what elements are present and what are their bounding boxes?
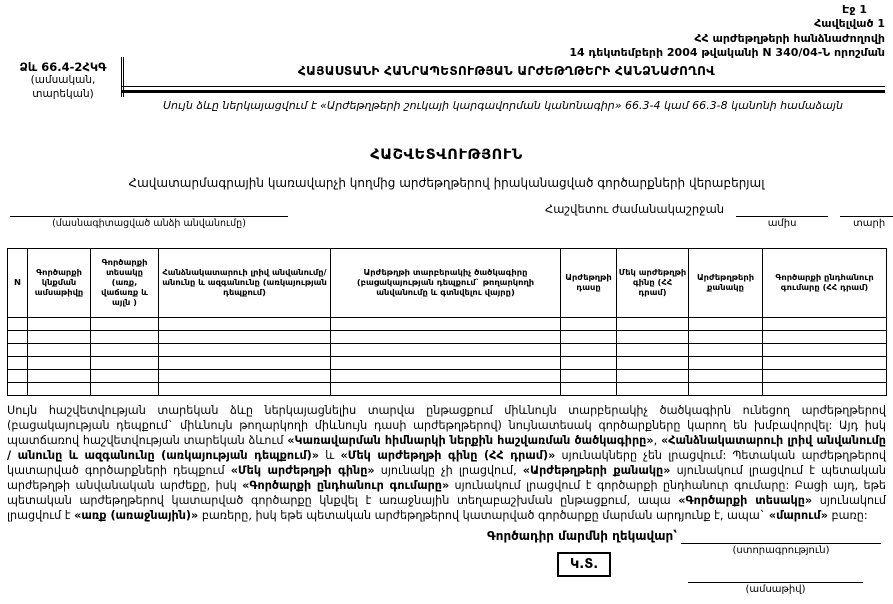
notes-text: սյունակում լրացվում է <box>7 494 886 522</box>
notes-quoted-term: «Գործարքի տեսակը» <box>678 494 813 507</box>
table-empty-cell <box>763 370 887 383</box>
table-empty-cell <box>331 318 561 331</box>
table-empty-cell <box>8 370 28 383</box>
table-empty-cell <box>617 370 689 383</box>
table-empty-cell <box>8 331 28 344</box>
table-empty-cell <box>28 357 91 370</box>
table-empty-cell <box>331 344 561 357</box>
col-header-number: N <box>8 249 28 318</box>
notes-text: սյունակը չի լրացվում, <box>374 464 523 477</box>
table-empty-cell <box>28 370 91 383</box>
table-empty-cell <box>91 357 159 370</box>
table-empty-cell <box>617 357 689 370</box>
notes-quoted-term: «Մեկ արժեթղթի գինը» <box>230 464 375 477</box>
appendix-authority: ՀՀ արժեթղթերի հանձնաժողովի <box>694 31 885 45</box>
table-empty-cell <box>331 383 561 396</box>
notes-text: սյունակում լրացվում է պետական արժեթղթի անվանական արժեքը, իսկ <box>7 464 886 492</box>
col-header-transaction-date: Գործարքի կնքման ամսաթիվը <box>28 249 91 318</box>
table-empty-cell <box>91 383 159 396</box>
notes-text: Սույն հաշվետվության տարեկան ձևը ներկայացնելիս տարվա ընթացքում միևնույն տարբերակիչ ծածկագիրն ունեցող արժեթղթերով (բացակայության դեպքում` միևնույն թողարկողի միևնույն դասի արժեթղթերով) նույնատեսակ գործարքները կարող են խմբավորվել: Այդ իսկ պատճառով հաշվետվության տարեկան ձևում <box>7 404 886 447</box>
col-header-counterparty-name: Հանձնակատարուի լրիվ անվանումը/ անունը և ազգանունը (առկայության դեպքում) <box>159 249 331 318</box>
notes-quoted-term: «Գործարքի ընդհանուր գումարը» <box>242 479 450 492</box>
date-caption: (ամսաթիվ) <box>745 584 806 595</box>
table-row <box>8 357 887 370</box>
notes-quoted-term: «առք (առաջնային)» <box>74 509 199 522</box>
table-empty-cell <box>689 383 763 396</box>
notes-text: սյունակները չեն լրացվում: Պետական արժեթղթերով կատարված գործարքների դեպքում <box>7 449 886 477</box>
notes-paragraph <box>7 403 886 523</box>
table-empty-cell <box>91 370 159 383</box>
table-empty-cell <box>617 344 689 357</box>
commission-title: ՀԱՅԱՍՏԱՆԻ ՀԱՆՐԱՊԵՏՈՒԹՅԱՆ ԱՐԺԵԹՂԹԵՐԻ ՀԱՆՁՆԱԺՈՂՈՎ <box>297 64 716 78</box>
table-empty-cell <box>689 344 763 357</box>
table-empty-cell <box>561 331 617 344</box>
date-blank-line <box>688 566 863 583</box>
transactions-table-body <box>8 318 887 396</box>
table-empty-cell <box>159 383 331 396</box>
transactions-table <box>7 248 887 396</box>
table-empty-cell <box>8 357 28 370</box>
form-code-block <box>6 60 120 101</box>
table-empty-cell <box>763 331 887 344</box>
table-empty-cell <box>8 318 28 331</box>
table-empty-cell <box>8 383 28 396</box>
table-empty-cell <box>91 318 159 331</box>
table-empty-cell <box>561 370 617 383</box>
table-empty-cell <box>561 383 617 396</box>
signature-blank-line <box>681 527 881 544</box>
reporting-period-label: Հաշվետու ժամանակաշրջան <box>545 202 725 216</box>
col-header-transaction-type: Գործարքի տեսակը (առք, վաճառք և այլն ) <box>91 249 159 318</box>
table-empty-cell <box>159 357 331 370</box>
seal-placeholder: Կ.Տ. <box>557 552 611 577</box>
table-empty-cell <box>617 383 689 396</box>
table-empty-cell <box>28 331 91 344</box>
entity-name-caption: (մասնագիտացված անձի անվանումը) <box>52 218 246 229</box>
table-empty-cell <box>159 331 331 344</box>
table-row <box>8 318 887 331</box>
table-empty-cell <box>561 318 617 331</box>
entity-name-field <box>10 201 288 229</box>
signer-label: Գործադիր մարմնի ղեկավար՝ <box>487 529 677 543</box>
table-header-row <box>8 249 887 318</box>
table-empty-cell <box>331 331 561 344</box>
col-header-securities-quantity: Արժեթղթերի քանակը <box>689 249 763 318</box>
period-year-blank-line <box>840 203 893 217</box>
period-month-blank-line <box>736 203 828 217</box>
notes-text: , <box>653 434 661 447</box>
table-empty-cell <box>159 344 331 357</box>
notes-quoted-term: «Մեկ արժեթղթի գինը (ՀՀ դրամ)» <box>340 449 556 462</box>
notes-text: բառը: <box>827 509 868 522</box>
table-empty-cell <box>689 331 763 344</box>
col-header-total-amount: Գործարքի ընդհանուր գումարը (ՀՀ դրամ) <box>763 249 887 318</box>
period-month-field <box>736 203 828 229</box>
notes-text: և <box>319 449 341 462</box>
signature-field <box>681 527 881 556</box>
report-subtitle: Հավատարմագրային կառավարչի կողմից արժեթղթերով իրականացված գործարքների վերաբերյալ <box>128 176 765 190</box>
notes-text: սյունակում լրացվում է գործարքի ընդհանուր գումարը: Բացի այդ, եթե պետական արժեթղթերով կատարված գործարքը կնքվել է առաջնային տեղաբաշխման ընթացքում, ապա <box>7 479 886 507</box>
table-row <box>8 344 887 357</box>
table-empty-cell <box>159 370 331 383</box>
reporting-period-block <box>545 202 893 229</box>
entity-name-blank-line <box>10 201 288 217</box>
table-empty-cell <box>28 318 91 331</box>
table-empty-cell <box>91 331 159 344</box>
table-empty-cell <box>331 370 561 383</box>
table-empty-cell <box>331 357 561 370</box>
table-empty-cell <box>561 344 617 357</box>
table-row <box>8 383 887 396</box>
table-empty-cell <box>763 357 887 370</box>
page-number: Էջ 1 <box>842 3 867 16</box>
table-empty-cell <box>91 344 159 357</box>
table-empty-cell <box>561 357 617 370</box>
table-empty-cell <box>689 370 763 383</box>
form-periodicity: (ամսական, տարեկան) <box>30 74 96 100</box>
table-empty-cell <box>763 318 887 331</box>
appendix-decision: 14 դեկտեմբերի 2004 թվականի N 340/04-Ն որոշման <box>569 45 885 59</box>
table-empty-cell <box>617 318 689 331</box>
table-empty-cell <box>689 357 763 370</box>
notes-quoted-term: «մարում» <box>768 509 828 522</box>
period-month-caption: ամիս <box>767 218 797 229</box>
submission-note: Սույն ձևը ներկայացվում է «Արժեթղթերի շուկայի կարգավորման կանոնագիր» 66.3-4 կամ 66.3-8 կանոնի համաձայն <box>163 99 843 112</box>
notes-quoted-term: «Արժեթղթերի քանակը» <box>522 464 671 477</box>
table-row <box>8 331 887 344</box>
appendix-block <box>569 3 885 60</box>
notes-quoted-term: «Հանձնակատարուի լրիվ անվանումը / անունը և ազգանունը (առկայության դեպքում)» <box>7 434 886 462</box>
period-year-field <box>840 203 893 229</box>
table-empty-cell <box>159 318 331 331</box>
double-rule <box>121 86 885 93</box>
table-empty-cell <box>763 383 887 396</box>
report-title: ՀԱՇՎԵՏՎՈՒԹՅՈՒՆ <box>370 147 523 163</box>
table-empty-cell <box>689 318 763 331</box>
table-row <box>8 370 887 383</box>
table-empty-cell <box>763 344 887 357</box>
col-header-security-class: Արժեթղթի դասը <box>561 249 617 318</box>
period-year-caption: տարի <box>853 218 886 229</box>
col-header-security-code: Արժեթղթի տարբերակիչ ծածկագիրը (բացակայության դեպքում` թողարկողի անվանումը և գտնվելու վայրը) <box>331 249 561 318</box>
col-header-unit-price: Մեկ արժեթղթի գինը (ՀՀ դրամ) <box>617 249 689 318</box>
signature-row <box>487 527 881 556</box>
notes-quoted-term: «Կառավարման հիմնարկի ներքին հաշվառման ծածկագիրը» <box>287 434 654 447</box>
date-field <box>688 566 863 595</box>
table-empty-cell <box>8 344 28 357</box>
table-empty-cell <box>28 344 91 357</box>
notes-text: բառերը, իսկ եթե պետական արժեթղթերով կատարված գործարքը մարման արդյունք է, ապա` <box>198 509 769 522</box>
table-empty-cell <box>617 331 689 344</box>
form-code: Ձև 66.4-2ՀԿԳ <box>19 60 107 74</box>
table-empty-cell <box>28 383 91 396</box>
signature-caption: (ստորագրություն) <box>732 545 830 556</box>
appendix-title: Հավելված 1 <box>814 17 885 31</box>
